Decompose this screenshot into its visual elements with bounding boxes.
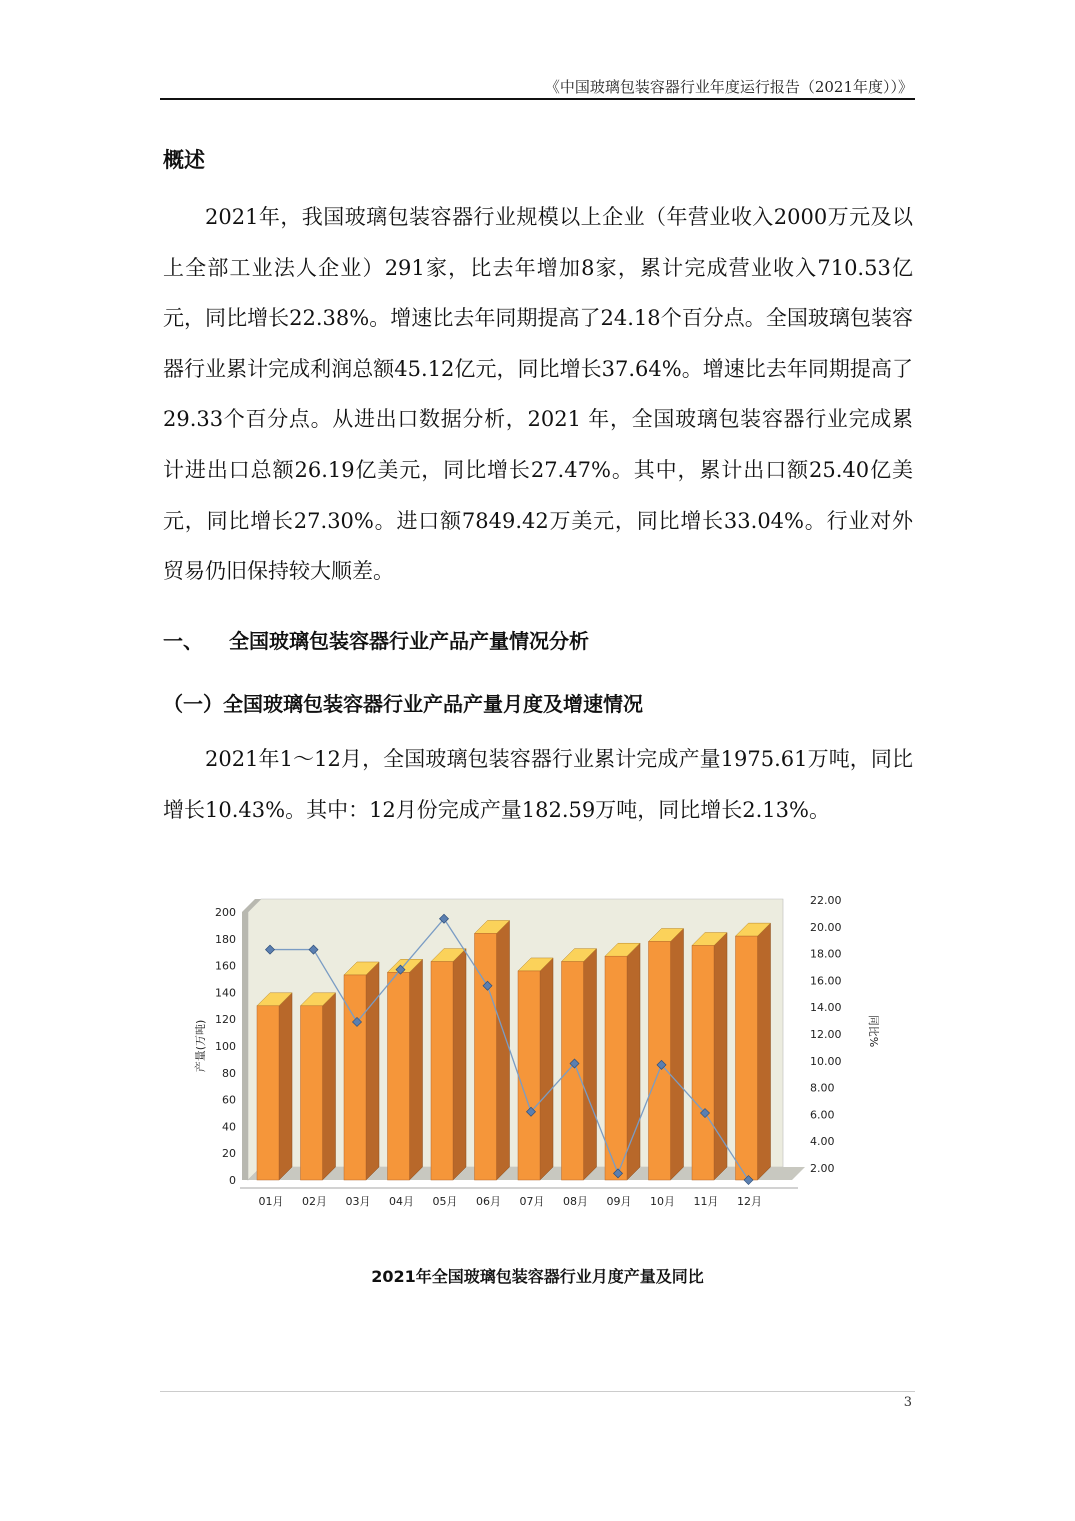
x-tick-label: 05月 [432,1195,458,1208]
left-axis-tick-label: 0 [229,1174,236,1187]
left-axis-tick-label: 200 [215,906,236,919]
overview-paragraph: 2021年，我国玻璃包装容器行业规模以上企业（年营业收入2000万元及以上全部工业法人企业）291家，比去年增加8家，累计完成营业收入710.53亿元，同比增长22.38%。增速比去年同期提高了24.18个百分点。全国玻璃包装容器行业累计完成利润总额45.12亿元，同比增长37.64%。增速比去年同期提高了29.33个百分点。从进出口数据分析，2021 年，全国玻璃包装容器行业完成累计进出口总额26.19亿美元，同比增长27.47%。其中，累计出口额25.40亿美元，同比增长27.30%。进口额7849.42万美元，同比增长33.04%。行业对外贸易仍旧保持较大顺差。 [163,205,913,584]
bar-side [671,928,684,1180]
right-axis-tick-label: 16.00 [810,974,842,988]
left-axis-tick-label: 120 [215,1013,236,1027]
bar [301,1006,323,1180]
section-1-heading [163,625,589,654]
report-header-title: 《中国玻璃包装容器行业年度运行报告（2021年度））》 [544,78,913,96]
x-tick-label: 08月 [563,1195,588,1208]
left-axis-tick-label: 20 [222,1147,236,1161]
bar-side [279,993,292,1180]
bar-side [453,949,466,1180]
subsection-1-heading: （一）全国玻璃包装容器行业产品产量月度及增速情况 [163,692,643,716]
right-axis-title: 同比% [867,1014,880,1048]
bar-side [758,923,771,1180]
page-number: 3 [903,1395,912,1410]
left-axis-tick-label: 80 [222,1066,236,1080]
x-tick-label: 10月 [650,1195,675,1208]
section-1-number: 一、 [163,629,203,653]
header-divider [160,98,915,100]
subsection-1-paragraph: 2021年1～12月，全国玻璃包装容器行业累计完成产量1975.61万吨，同比增长10.43%。其中：12月份完成产量182.59万吨，同比增长2.13%。 [163,747,913,822]
right-axis-tick-label: 14.00 [810,1001,842,1015]
left-axis-tick-label: 160 [215,959,236,973]
x-tick-label: 03月 [345,1195,371,1208]
bar [649,941,671,1180]
bar [388,972,410,1180]
left-axis-tick-label: 100 [215,1040,236,1053]
bar-side [540,958,553,1180]
bar-side [323,993,336,1180]
bar-side [366,962,379,1180]
x-tick-label: 11月 [693,1195,719,1208]
bar-side [497,920,510,1180]
right-axis-tick-label: 6.00 [810,1108,835,1122]
right-axis-tick-label: 4.00 [810,1135,835,1149]
bar-side [584,949,597,1180]
left-axis-tick-label: 140 [215,986,236,1000]
left-axis-tick-label: 180 [215,932,236,946]
right-axis-tick-label: 22.00 [810,894,842,907]
bar [605,956,627,1180]
monthly-output-chart [180,885,880,1225]
bar [562,962,584,1180]
right-axis-tick-label: 10.00 [810,1054,842,1068]
x-tick-label: 06月 [476,1195,501,1208]
overview-heading: 概述 [163,148,205,172]
bar [257,1006,279,1180]
bar [692,946,714,1181]
left-axis-tick-label: 40 [222,1120,236,1134]
x-tick-label: 01月 [258,1195,284,1208]
left-axis-tick-label: 60 [222,1093,236,1107]
footer-divider [160,1391,915,1392]
x-tick-label: 07月 [519,1195,545,1208]
x-tick-label: 02月 [302,1195,327,1208]
right-axis-tick-label: 8.00 [810,1081,835,1095]
bar [431,962,453,1180]
bar [736,936,758,1180]
right-axis-tick-label: 2.00 [810,1162,835,1175]
x-tick-label: 12月 [737,1195,762,1208]
section-1-title: 全国玻璃包装容器行业产品产量情况分析 [229,629,589,653]
x-tick-label: 04月 [389,1195,414,1208]
left-axis-title: 产量(万吨) [194,1019,207,1073]
bar [518,971,540,1180]
right-axis-tick-label: 20.00 [810,920,842,934]
right-axis-tick-label: 18.00 [810,947,842,961]
chart-caption: 2021年全国玻璃包装容器行业月度产量及同比 [371,1267,704,1286]
right-axis-tick-label: 12.00 [810,1028,842,1041]
x-tick-label: 09月 [606,1195,632,1208]
bar-side [410,959,423,1180]
